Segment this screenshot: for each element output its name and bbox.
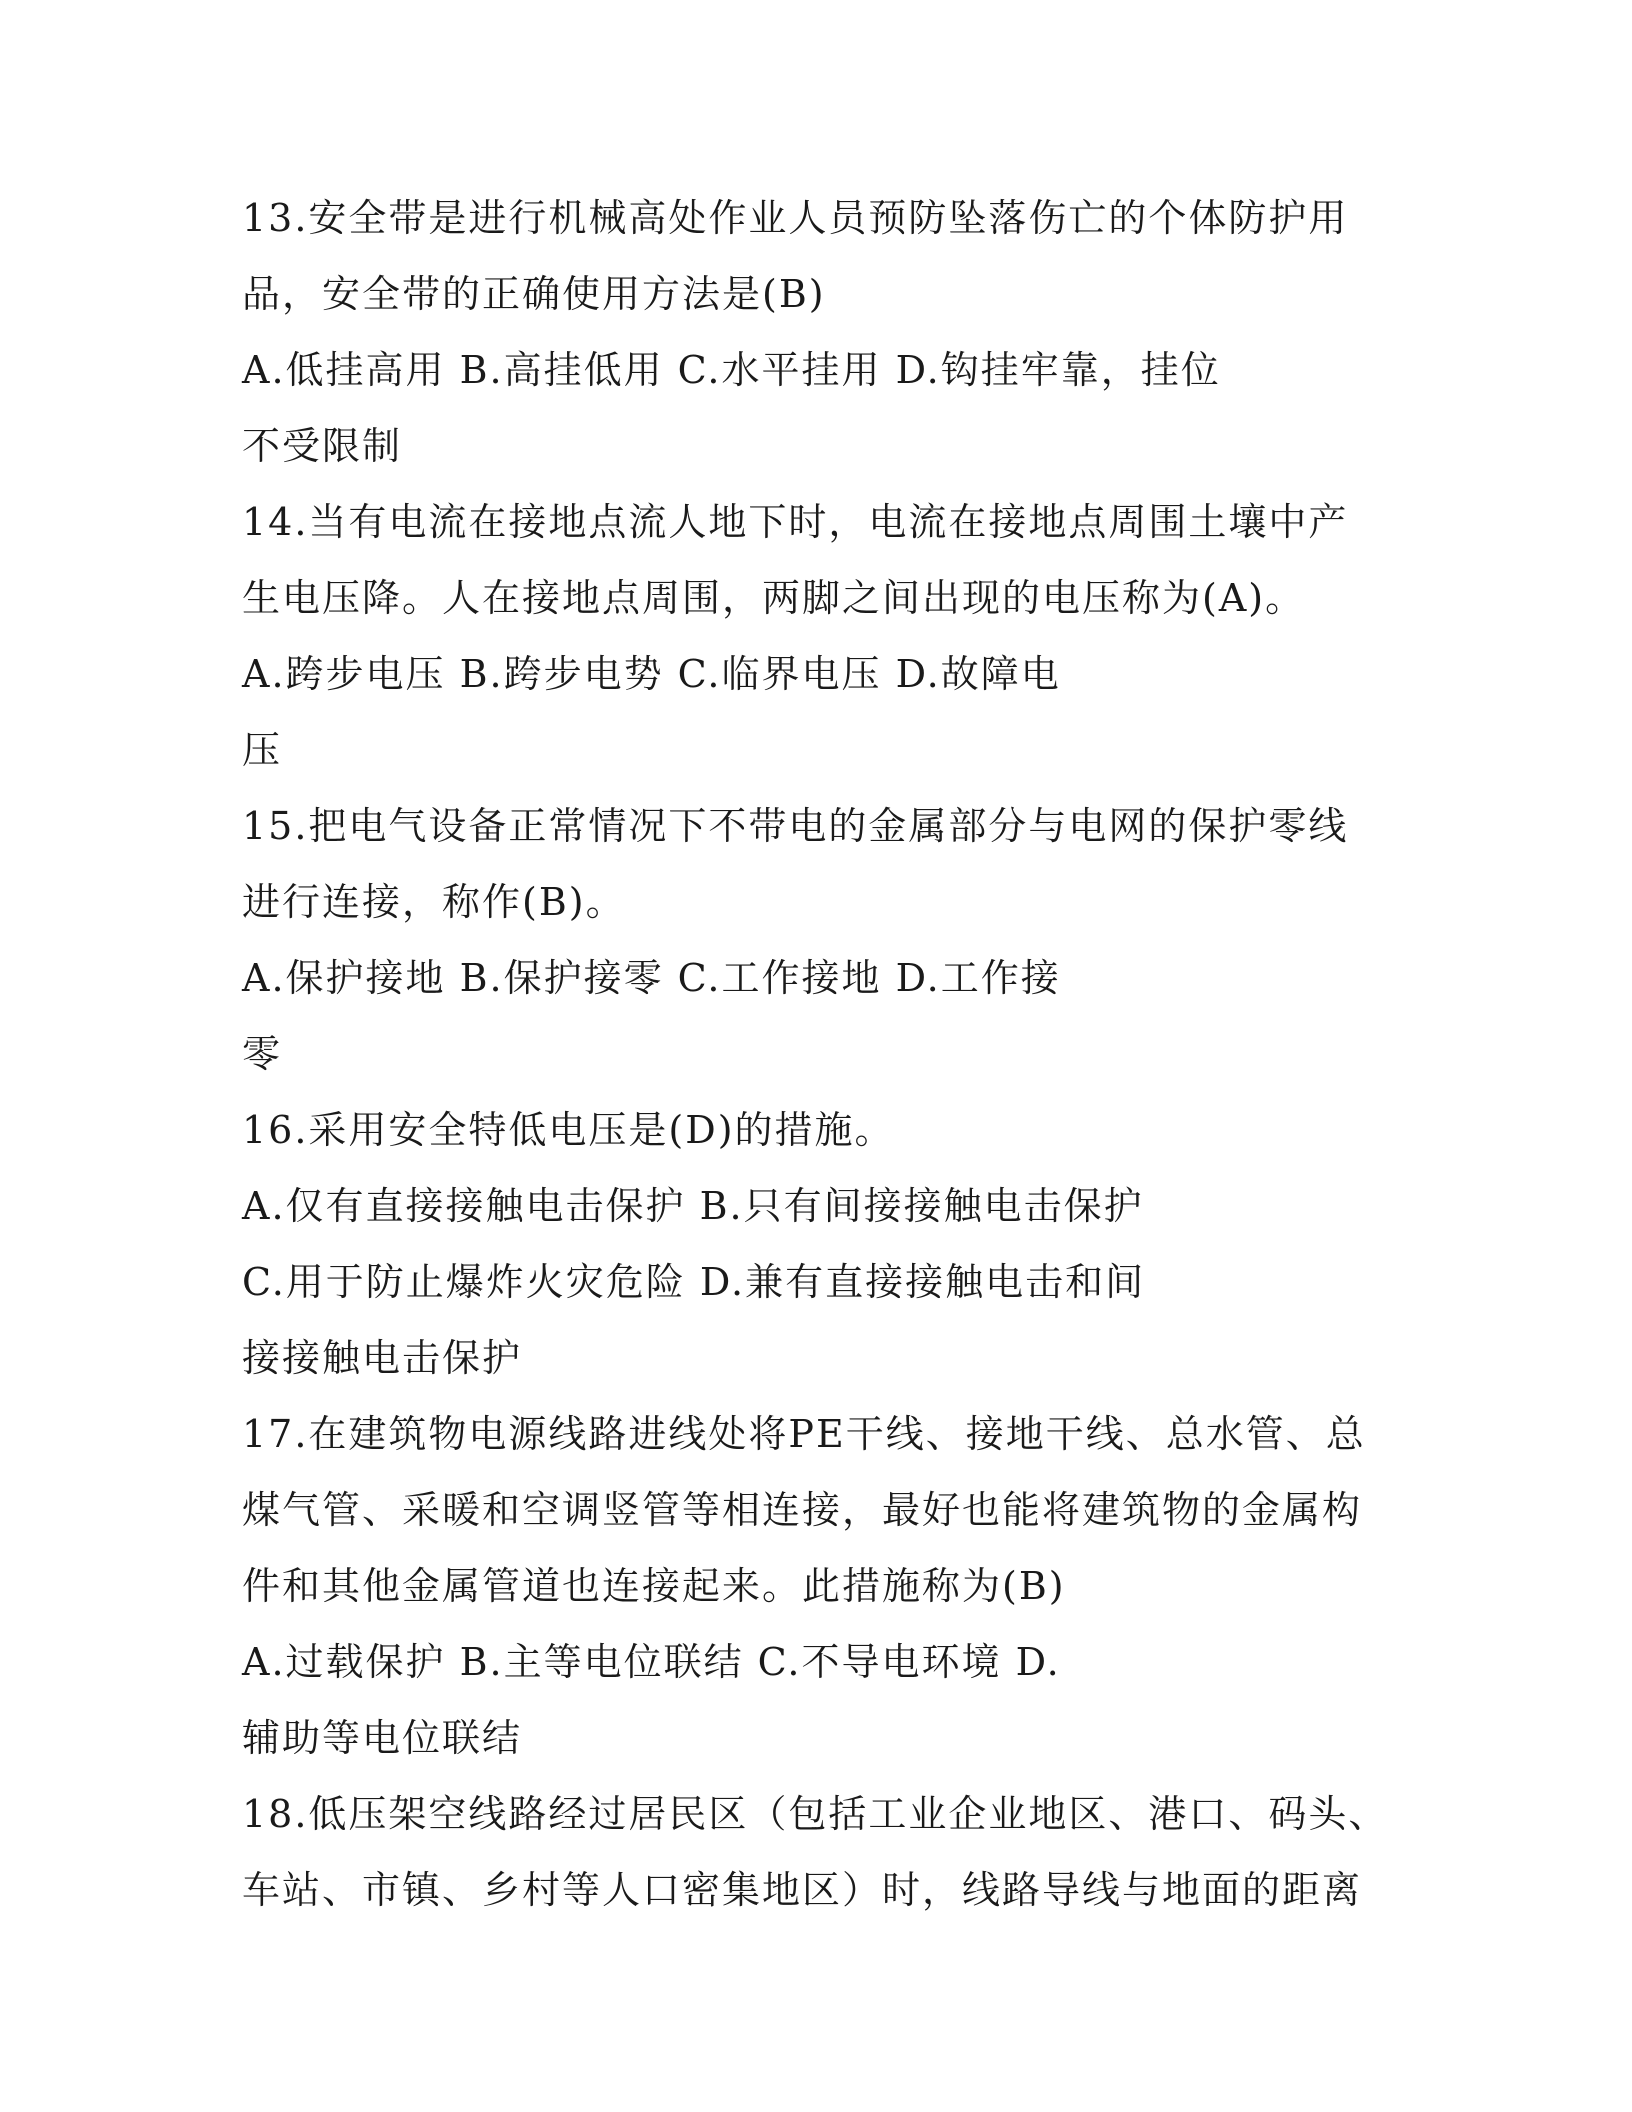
document-body [242, 190, 1442, 1938]
q18-stem-line-1: 18.低压架空线路经过居民区（包括工业企业地区、港口、码头、 [242, 1792, 1389, 1836]
q17-stem-line-2: 煤气管、采暖和空调竖管等相连接，最好也能将建筑物的金属构 [242, 1488, 1363, 1532]
q17-options-line-1: A.过载保护 B.主等电位联结 C.不导电环境 D. [242, 1640, 1061, 1684]
q18-stem-line-2: 车站、市镇、乡村等人口密集地区）时，线路导线与地面的距离 [242, 1868, 1363, 1912]
q16-options-line-1: A.仅有直接接触电击保护 B.只有间接接触电击保护 [242, 1184, 1144, 1228]
q15-stem-line-2: 进行连接，称作(B)。 [242, 880, 626, 924]
q14-options-line-2: 压 [242, 728, 283, 772]
q17-stem-line-3: 件和其他金属管道也连接起来。此措施称为(B) [242, 1564, 1066, 1608]
q13-stem-line-2: 品，安全带的正确使用方法是(B) [242, 272, 826, 316]
q17-stem-line-1: 17.在建筑物电源线路进线处将PE干线、接地干线、总水管、总 [242, 1412, 1366, 1456]
q15-options-line-1: A.保护接地 B.保护接零 C.工作接地 D.工作接 [242, 956, 1061, 1000]
q16-options-line-2: C.用于防止爆炸火灾危险 D.兼有直接接触电击和间 [242, 1260, 1146, 1304]
q15-stem-line-1: 15.把电气设备正常情况下不带电的金属部分与电网的保护零线 [242, 804, 1349, 848]
q16-stem-line-1: 16.采用安全特低电压是(D)的措施。 [242, 1108, 895, 1152]
q15-options-line-2: 零 [242, 1032, 283, 1076]
q14-options-line-1: A.跨步电压 B.跨步电势 C.临界电压 D.故障电 [242, 652, 1061, 696]
q14-stem-line-2: 生电压降。人在接地点周围，两脚之间出现的电压称为(A)。 [242, 576, 1306, 620]
q16-options-line-3: 接接触电击保护 [242, 1336, 523, 1380]
q14-stem-line-1: 14.当有电流在接地点流人地下时，电流在接地点周围土壤中产 [242, 500, 1349, 544]
q13-options-line-2: 不受限制 [242, 424, 403, 468]
q17-options-line-2: 辅助等电位联结 [242, 1716, 523, 1760]
q13-stem-line-1: 13.安全带是进行机械高处作业人员预防坠落伤亡的个体防护用 [242, 196, 1349, 240]
q13-options-line-1: A.低挂高用 B.高挂低用 C.水平挂用 D.钩挂牢靠，挂位 [242, 348, 1221, 392]
